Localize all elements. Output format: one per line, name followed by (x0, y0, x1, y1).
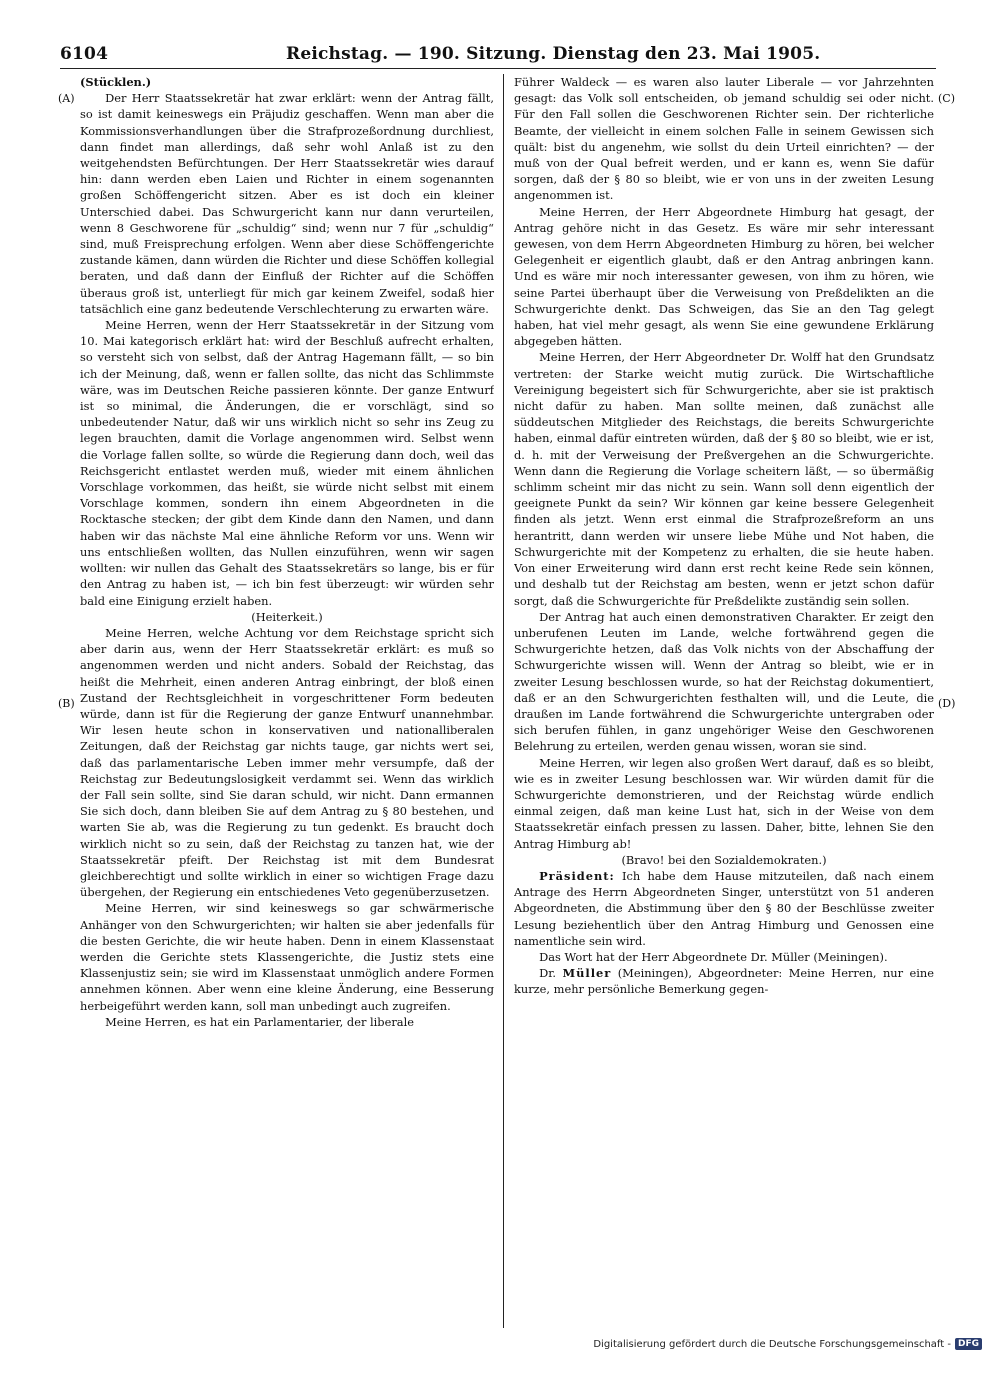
paragraph: Das Wort hat der Herr Abgeordnete Dr. Müller (Meiningen). (539, 949, 888, 964)
paragraph: Meine Herren, es hat ein Parlamentarier, der liberale (105, 1014, 414, 1029)
paragraph: Der Herr Staatssekretär hat zwar erklärt: wenn der Antrag fällt, so ist damit keineswegs ein Präjudiz geschaffen. Wenn man aber die Kommissionsverhandlungen über die Strafprozeßordnung durchliest, dann findet man allerdings, daß sehr wohl Anlaß ist zu den weitgehendsten Befürchtungen. Der Herr Staatssekretär wies darauf hin: dann werden eben Laien und Richter in einem sogenannten großen Schöffengericht sitzen. Aber es ist doch ein kleiner Unterschied dabei. Das Schwurgericht kann nur dann verurteilen, wenn 8 Geschworene für „schuldig“ sind; wenn nur 7 für „schuldig“ sind, muß Freisprechung erfolgen. Wenn aber diese Schöffengerichte zustande kämen, dann würden die Richter und diese Schöffen kollegial beraten, und daß dann der Einfluß der Richter auf die Schöffen überaus groß ist, unterliegt für mich gar keinem Zweifel, sodaß hier tatsächlich eine ganz bedeutende Verschlechterung zu erwarten wäre. (80, 91, 494, 316)
paragraph: Meine Herren, wenn der Herr Staatssekretär in der Sitzung vom 10. Mai kategorisch erklärt hat: wird der Beschluß aufrecht erhalten, so versteht sich von selbst, daß der Antrag Hagemann fällt, — so bin ich der Meinung, daß, wenn er fallen sollte, das nicht das Schlimmste wäre, was im Deutschen Reiche passieren könnte. Der ganze Entwurf ist so minimal, die Änderungen, die er vorschlägt, sind so unbedeutender Natur, daß wir uns wirklich nicht so sehr ins Zeug zu legen brauchten, damit die Vorlage angenommen wird. Selbst wenn die Vorlage fallen sollte, so würde die Regierung dann doch, weil das Reichsgericht entlastet werden muß, wieder mit einem ähnlichen Vorschlage vorkommen, das heißt, sie würde nicht selbst mit einem Vorschlage kommen, sondern ihn einem Abgeordneten in die Rocktasche stecken; der gibt dem Kinde dann den Namen, und dann haben wir das nächste Mal eine ähnliche Reform vor uns. Wenn wir uns entschließen wollten, das Nullen einzuführen, wenn wir sagen wollten: wir nullen das Gehalt des Staatssekretärs so lange, bis er für den Antrag zu haben ist, — ich bin fest überzeugt: wir würden sehr bald eine Einigung erzielt haben. (80, 318, 494, 608)
speaker-text: (Meiningen), Abgeordneter: Meine Herren, nur eine kurze, mehr persönliche Bemerkung gegen- (514, 966, 934, 997)
paragraph: Meine Herren, welche Achtung vor dem Reichstage spricht sich aber darin aus, wenn der Herr Staatssekretär erklärt: es muß so angenommen werden und nicht anders. Sobald der Reichstag, das heißt die Mehrheit, einen anderen Antrag einbringt, der bloß einen Zustand der Rechtsgleichheit in vorgeschrittener Form bedeuten würde, dann ist für die Regierung der ganze Entwurf unannehmbar. Wir lesen heute schon in konservativen und nationalliberalen Zeitungen, daß der Reichstag gar nichts tauge, gar nichts wert sei, daß das parlamentarische Leben immer mehr versumpfe, daß der Reichstag zur Bedeutungslosigkeit verdammt sei. Wenn das wirklich der Fall sein sollte, sind Sie daran schuld, wir nicht. Dann ermannen Sie sich doch, dann bleiben Sie auf dem Antrag zu § 80 bestehen, und warten Sie ab, was die Regierung zu tun gedenkt. Es braucht doch wirklich nicht so zu sein, daß der Reichstag zu tanzen hat, wie der Staatssekretär pfeift. Der Reichstag ist mit dem Bundesrat gleichberechtigt und sollte wirklich in einer so wichtigen Frage dazu übergehen, der Regierung ein entschiedenes Veto gegenüberzusetzen. (80, 625, 494, 900)
speaker-title: Dr. (539, 966, 557, 981)
paragraph: Führer Waldeck — es waren also lauter Liberale — vor Jahrzehnten gesagt: das Volk soll entscheiden, ob jemand schuldig sei oder nicht. Für den Fall sollen die Geschworenen Richter sein. Der richterliche Beamte, der vielleicht in einem solchen Falle in seinem Gewissen sich quält: bist du angenehm, wie sollst du dein Urteil einrichten? — der muß von der Qual befreit werden, und er kann es, wenn Sie dafür sorgen, daß der § 80 so bleibt, wie er von uns in der zweiten Lesung angenommen ist. (514, 75, 934, 203)
interjection: (Bravo! bei den Sozialdemokraten.) (621, 852, 827, 867)
paragraph: Meine Herren, wir sind keineswegs so gar schwärmerische Anhänger von den Schwurgerichten; wir halten sie aber jedenfalls für die besten Gerichte, die wir heute haben. Denn in einem Klassenstaat werden die Gerichte stets Klassengerichte, die Justiz stets eine Klassenjustiz sein; sie wird im Klassenstaat unmöglich andere Formen annehmen können. Aber wenn eine kleine Änderung, eine Besserung herbeigeführt werden kann, soll man unbedingt auch zugreifen. (80, 901, 494, 1013)
page-header (60, 44, 936, 68)
speaker-name: Müller (562, 966, 612, 981)
margin-mark-d: (D) (938, 697, 956, 710)
column-divider (503, 74, 504, 1328)
header-rule (60, 68, 936, 69)
footer-text: Digitalisierung gefördert durch die Deutsche Forschungsgemeinschaft - (593, 1338, 951, 1350)
left-column (80, 74, 494, 1328)
paragraph: Der Antrag hat auch einen demonstrativen Charakter. Er zeigt den unberufenen Leuten im Lande, welche fortwährend gegen die Schwurgerichte hetzen, daß das Volk nichts von der Abschaffung der Schwurgerichte wissen will. Wenn der Antrag so bleibt, wie er in zweiter Lesung beschlossen wurde, so hat der Reichstag dokumentiert, daß er an den Schwurgerichten festhalten will, und die Leute, die draußen im Lande fortwährend die Schwurgerichte untergraben oder sich berufen fühlen, in ganz ungehöriger Weise den Geschworenen Belehrung zu erteilen, werden genau wissen, woran sie sind. (514, 609, 934, 754)
paragraph: Meine Herren, der Herr Abgeordneter Dr. Wolff hat den Grundsatz vertreten: der Starke weicht mutig zurück. Die Wirtschaftliche Vereinigung begeistert sich für Schwurgerichte, aber sie ist praktisch nicht dafür zu haben. Man sollte meinen, daß zunächst alle süddeutschen Mitglieder des Reichstags, die bereits Schwurgerichte haben, einmal dafür eintreten würden, daß der § 80 so bleibt, wie er ist, d. h. mit der Verweisung der Preßvergehen an die Schwurgerichte. Wenn dann die Regierung die Vorlage scheitern läßt, — so übermäßig schlimm scheint mir das nicht zu sein. Wann soll denn eigentlich der geeignete Punkt da sein? Wir können gar keine bessere Gelegenheit finden als jetzt. Wenn erst einmal die Strafprozeßreform an uns herantritt, dann werden wir unsere liebe Mühe und Not haben, die Schwurgerichte mit der Kompetenz zu erhalten, die sie heute haben. Von einer Erweiterung wird dann erst recht keine Rede sein können, und deshalb tut der Reichstag am besten, wenn er jetzt schon dafür sorgt, daß die Schwurgerichte für Preßdelikte zuständig sein sollen. (514, 350, 934, 608)
right-column (514, 74, 934, 1328)
interjection: (Heiterkeit.) (251, 609, 323, 624)
speaker-tag: (Stücklen.) (80, 75, 152, 89)
footer (593, 1338, 982, 1350)
page-number: 6104 (60, 44, 109, 64)
margin-mark-b: (B) (58, 697, 75, 710)
president-text: Ich habe dem Hause mitzuteilen, daß nach einem Antrage des Herrn Abgeordneten Singer, unterstützt von 51 anderen Abgeordneten, die Abstimmung über den § 80 der Beschlüsse zweiter Lesung beziehentlich über den Antrag Himburg und Genossen eine namentliche sein wird. (514, 868, 934, 948)
dfg-logo: DFG (955, 1338, 982, 1350)
president-label: Präsident: (539, 868, 615, 883)
speaker-paragraph (514, 965, 934, 997)
paragraph: Meine Herren, der Herr Abgeordnete Himburg hat gesagt, der Antrag gehöre nicht in das Gesetz. Es wäre mir sehr interessant gewesen, von dem Herrn Abgeordneten Himburg zu hören, bei welcher Gelegenheit er eigentlich glaubt, daß er den Antrag anbringen kann. Und es wäre mir noch interessanter gewesen, von ihm zu hören, wie seine Partei überhaupt über die Verweisung von Preßdelikten an die Schwurgerichte denkt. Das Schweigen, das Sie an den Tag gelegt haben, hat viel mehr gesagt, als wenn Sie eine gewundene Erklärung abgegeben hätten. (514, 204, 934, 349)
paragraph: Meine Herren, wir legen also großen Wert darauf, daß es so bleibt, wie es in zweiter Lesung beschlossen war. Wir würden damit für die Schwurgerichte demonstrieren, und der Reichstag würde endlich einmal zeigen, daß man keine Lust hat, sich in der Weise von dem Staatssekretär einfach pressen zu lassen. Daher, bitte, lehnen Sie den Antrag Himburg ab! (514, 755, 934, 851)
margin-mark-a: (A) (58, 92, 75, 105)
margin-mark-c: (C) (938, 92, 955, 105)
running-title: Reichstag. — 190. Sitzung. Dienstag den 23. Mai 1905. (286, 44, 821, 64)
president-paragraph (514, 868, 934, 949)
